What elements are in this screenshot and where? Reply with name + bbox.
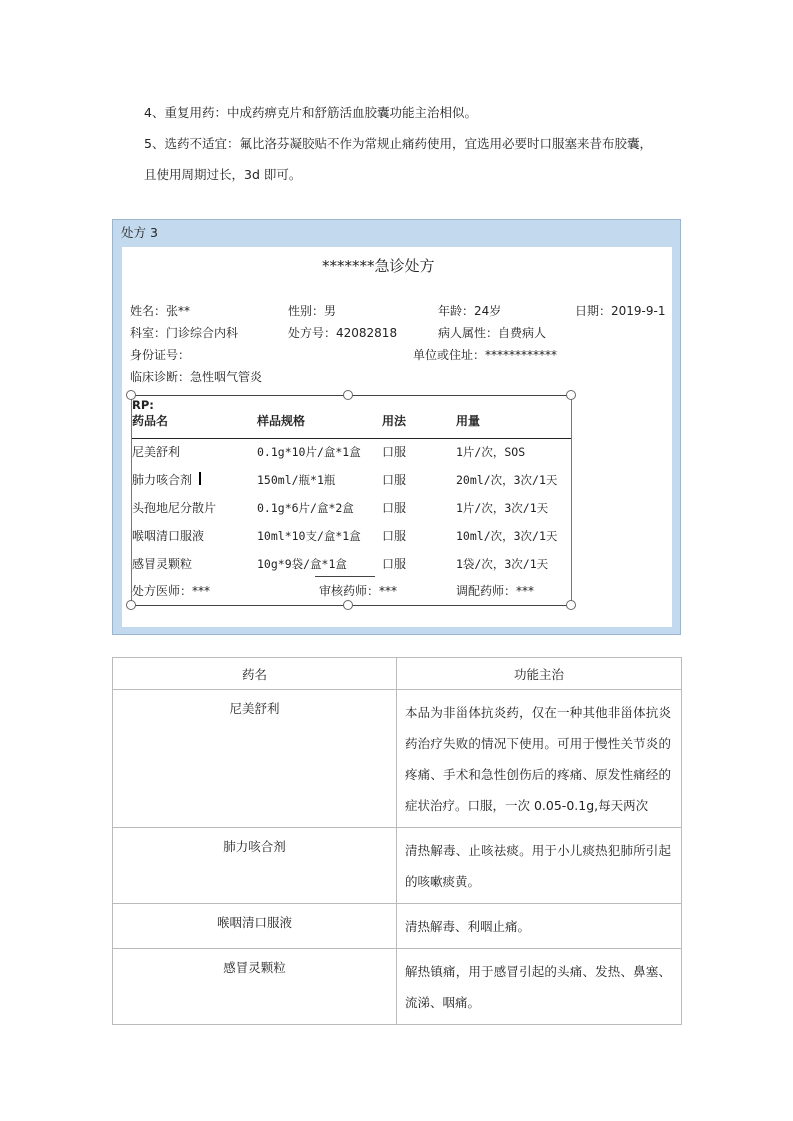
resize-handle-bottom-left[interactable] [126, 600, 136, 610]
row5-dosage: 1袋/次，3次/1天 [456, 557, 549, 571]
note-line-5: 5、选药不适宜：氟比洛芬凝胶贴不作为常规止痛药使用，宜选用必要时口服塞来昔布胶囊， [144, 136, 652, 151]
drug-name: 喉咽清口服液 [113, 904, 397, 949]
prescription-frame [112, 219, 681, 635]
header-dosage: 用量 [456, 414, 481, 428]
note-line-4: 4、重复用药：中成药痹克片和舒筋活血胶囊功能主治相似。 [144, 105, 477, 120]
resize-handle-bottom-middle[interactable] [343, 600, 353, 610]
row4-spec: 10ml*10支/盒*1盒 [257, 529, 361, 543]
dispenser-signature: 调配药师：*** [456, 584, 535, 598]
drug-name: 尼美舒利 [113, 690, 397, 828]
row5-spec: 10g*9袋/盒*1盒 [257, 557, 347, 571]
row4-dosage: 10ml/次，3次/1天 [456, 529, 558, 543]
table-row [113, 828, 682, 904]
row2-drug: 肺力咳合剂 [132, 473, 193, 487]
row1-drug: 尼美舒利 [132, 445, 181, 459]
prescription-title: *******急诊处方 [322, 257, 435, 275]
reviewer-signature: 审核药师：*** [319, 584, 398, 598]
row2-dosage: 20ml/次，3次/1天 [456, 473, 558, 487]
drug-function: 解热镇痛，用于感冒引起的头痛、发热、鼻塞、流涕、咽痛。 [397, 949, 682, 1025]
department: 科室：门诊综合内科 [130, 326, 239, 340]
table-row [113, 949, 682, 1025]
address: 单位或住址：************ [413, 348, 558, 362]
diagnosis: 临床诊断：急性咽气管炎 [130, 370, 263, 384]
id-number: 身份证号： [130, 348, 191, 362]
patient-age: 年龄：24岁 [438, 304, 502, 318]
row3-spec: 0.1g*6片/盒*2盒 [257, 501, 354, 515]
header-spec: 样品规格 [257, 414, 306, 428]
header-usage: 用法 [382, 414, 407, 428]
row3-drug: 头孢地尼分散片 [132, 501, 217, 515]
prescription-date: 日期：2019-9-1 [575, 304, 666, 318]
row1-spec: 0.1g*10片/盒*1盒 [257, 445, 361, 459]
note-line-6: 且使用周期过长，3d 即可。 [144, 167, 302, 182]
prescription-number: 处方号：42082818 [288, 326, 398, 340]
table-right-border [571, 395, 572, 605]
resize-handle-bottom-right[interactable] [566, 600, 576, 610]
resize-handle-top-right[interactable] [566, 390, 576, 400]
drug-name: 肺力咳合剂 [113, 828, 397, 904]
header-drug: 药名 [113, 658, 397, 690]
row5-usage: 口服 [382, 557, 407, 571]
row4-drug: 喉咽清口服液 [132, 529, 205, 543]
table-row [113, 690, 682, 828]
drug-function: 清热解毒、止咳祛痰。用于小儿痰热犯肺所引起的咳嗽痰黄。 [397, 828, 682, 904]
row1-usage: 口服 [382, 445, 407, 459]
prescription-caption: 处方 3 [121, 225, 158, 240]
table-header-row [113, 658, 682, 690]
header-function: 功能主治 [397, 658, 682, 690]
row4-usage: 口服 [382, 529, 407, 543]
patient-type: 病人属性：自费病人 [438, 326, 547, 340]
drug-function: 清热解毒、利咽止痛。 [397, 904, 682, 949]
prescription-paper [122, 247, 672, 627]
patient-gender: 性别：男 [288, 304, 337, 318]
reviewer-underline [315, 576, 375, 577]
resize-handle-top-middle[interactable] [343, 390, 353, 400]
patient-name: 姓名：张** [130, 304, 191, 318]
row2-usage: 口服 [382, 473, 407, 487]
drug-function: 本品为非甾体抗炎药，仅在一种其他非甾体抗炎药治疗失败的情况下使用。可用于慢性关节炎的疼痛、手术和急性创伤后的疼痛、原发性痛经的症状治疗。口服，一次 0.05-0.1g,每天两次 [397, 690, 682, 828]
drug-name: 感冒灵颗粒 [113, 949, 397, 1025]
row3-usage: 口服 [382, 501, 407, 515]
row1-dosage: 1片/次，SOS [456, 445, 526, 459]
row3-dosage: 1片/次，3次/1天 [456, 501, 549, 515]
row2-spec: 150ml/瓶*1瓶 [257, 473, 336, 487]
text-cursor [199, 472, 201, 485]
rp-label: RP: [132, 398, 154, 412]
function-table [112, 657, 682, 1025]
header-drug-name: 药品名 [132, 414, 169, 428]
doctor-signature: 处方医师：*** [132, 584, 211, 598]
table-header-border [131, 438, 571, 439]
table-row [113, 904, 682, 949]
row5-drug: 感冒灵颗粒 [132, 557, 193, 571]
